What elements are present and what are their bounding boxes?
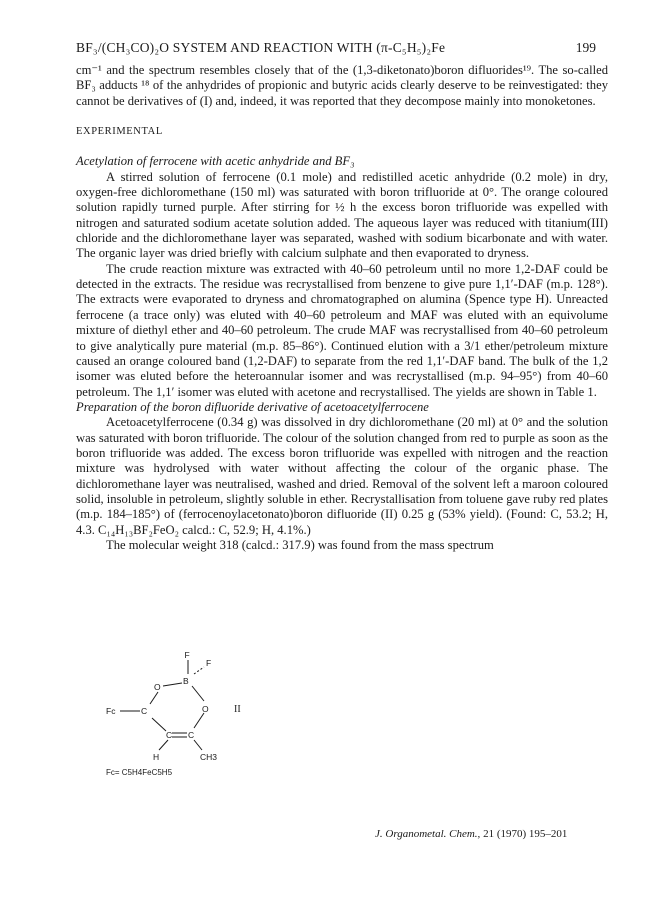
running-header — [76, 40, 596, 58]
atom-f-side: F — [206, 658, 212, 668]
atom-b: B — [183, 676, 189, 686]
atom-h: H — [153, 752, 160, 762]
compound-label-ii: II — [234, 704, 241, 715]
atom-fc: Fc — [106, 706, 116, 716]
section-heading: EXPERIMENTAL — [76, 126, 163, 138]
paragraph-acetylation-procedure: A stirred solution of ferrocene (0.1 mole) and redistilled acetic anhydride (0.2 mole) in dry, oxygen-free dichloromethane (150 ml) was saturated with boron trifluoride at 0°. The orange coloured solution rapidly turned purple. After stirring for ½ h the excess boron trifluoride was expelled with nitrogen and saturated sodium acetate solution added. The aqueous layer was reduced with titanium(III) chloride and the dichloromethane layer was separated, washed with sodium bicarbonate and with water. The organic layer was dried briefly with calcium sulphate and then evaporated to dryness. — [76, 169, 608, 261]
atom-c-right: C — [188, 730, 195, 740]
atom-o-right: O — [202, 704, 209, 714]
running-title: BF₃/(CH₃CO)₂O SYSTEM AND REACTION WITH (π-C₅H₅)₂Fe — [76, 40, 446, 55]
paragraph-acetylation-workup: The crude reaction mixture was extracted with 40–60 petroleum until no more 1,2-DAF could be detected in the extracts. The residue was recrystallised from benzene to give pure 1,1′-DAF (m.p. 128°). The extracts were evaporated to dryness and chromatographed on alumina (Spence type H). Unreacted ferrocene (a trace only) was eluted with 40–60 petroleum and MAF was eluted with an equivolume mixture of diethyl ether and 40–60 petroleum. The crude MAF was recrystallised from 40–60 petroleum to give analytically pure material (m.p. 85–86°). Continued elution with a 3/1 ether/petroleum mixture caused an orange coloured band (1,2-DAF) to separate from the red 1,1′-DAF band. The bulk of the 1,2 isomer was eluted before the heteroannular isomer and was recrystallised (m.p. 94–95°) from 40–60 petroleum. The 1,1′ isomer was eluted with acetone and recrystallised. The yields are shown in Table 1. — [76, 261, 608, 399]
atom-ch3: CH3 — [200, 752, 218, 762]
atom-o-left: O — [154, 682, 161, 692]
journal-volume-pages: 21 (1970) 195–201 — [483, 828, 568, 840]
intro-paragraph: cm⁻¹ and the spectrum resembles closely that of the (1,3-diketonato)boron difluorides¹⁹. The so-called BF₃ adducts ¹⁸ of the anhydrides of propionic and butyric acids clearly deserve to be reinvestigated: they cannot be derivatives of (I) and, indeed, it was reported that they decompose mainly into monoketones. — [76, 63, 608, 108]
chemical-structure-ii — [76, 646, 306, 846]
article-body — [76, 63, 608, 553]
atom-c-left: C — [141, 706, 148, 716]
paragraph-boron-difluoride-prep: Acetoacetylferrocene (0.34 g) was dissolved in dry dichloromethane (20 ml) at 0° and the solution was saturated with boron trifluoride. The colour of the solution changed from red to purple as soon as the boron trifluoride was added. The excess boron trifluoride was expelled with nitrogen and the reaction mixture was hydrolysed with water without affecting the colour of the organic phase. The dichloromethane layer was neutralised, washed and dried. Removal of the solvent left a maroon coloured solid, insoluble in petroleum, slightly soluble in ether. Recrystallisation from toluene gave ruby red plates (m.p. 184–185°) of (ferrocenoylacetonato)boron difluoride (II) 0.25 g (53% yield). (Found: C, 53.2; H, 4.3. C₁₄H₁₃BF₂FeO₂ calcd.: C, 52.9; H, 4.1%.) — [76, 415, 608, 537]
journal-citation — [375, 828, 567, 840]
paragraph-molecular-weight: The molecular weight 318 (calcd.: 317.9) was found from the mass spectrum — [106, 537, 494, 552]
fc-legend: Fc= C5H4FeC5H5 — [106, 768, 173, 777]
subsection-title-boron-difluoride: Preparation of the boron difluoride derivative of acetoacetylferrocene — [76, 399, 429, 414]
subsection-title-acetylation: Acetylation of ferrocene with acetic anhydride and BF₃ — [76, 154, 355, 169]
page-number: 199 — [575, 40, 596, 55]
atom-c-bottom: C — [166, 730, 173, 740]
atom-f-top: F — [184, 650, 190, 660]
journal-name: J. Organometal. Chem., — [375, 828, 481, 840]
